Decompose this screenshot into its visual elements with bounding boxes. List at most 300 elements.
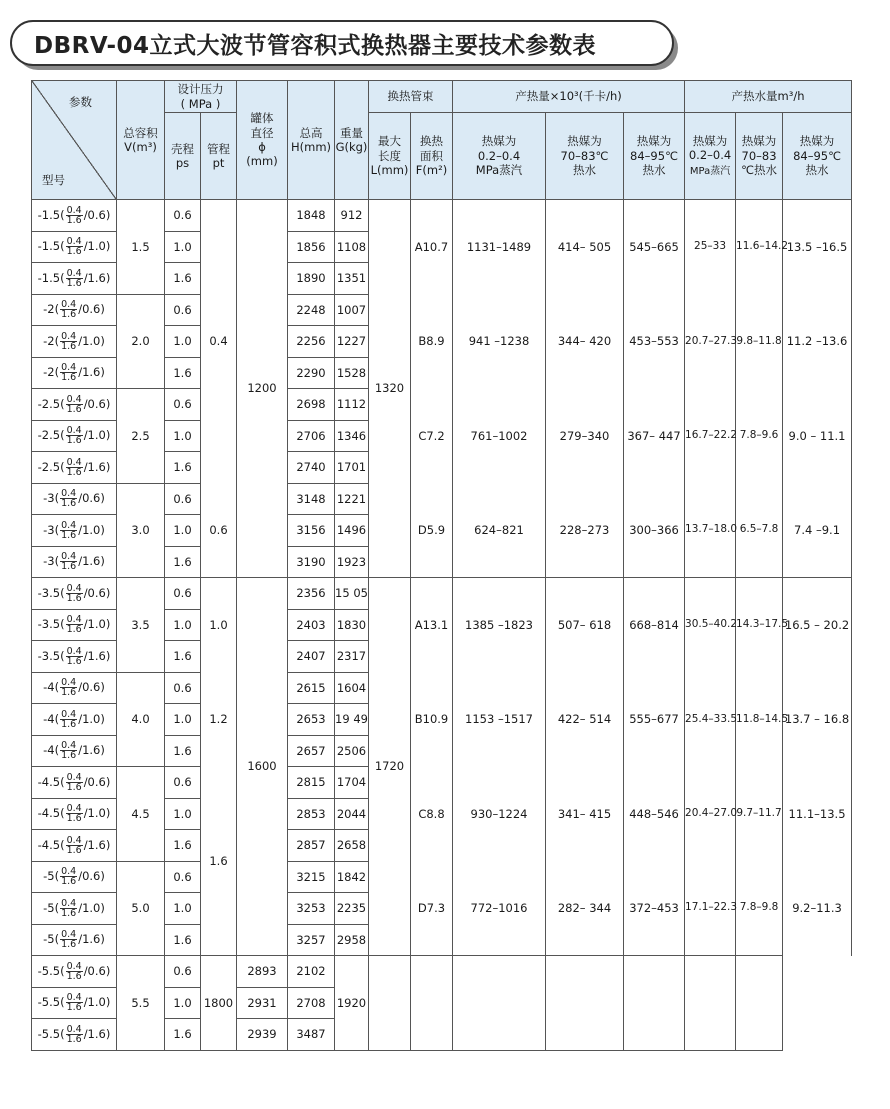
fraction-numerator: 0.4 [61,362,77,374]
heat-84-cell: 367– 447 [624,389,685,484]
model-cell [32,389,117,421]
height-cell: 3215 [288,861,335,893]
corner-header [32,81,117,200]
fraction-denominator: 1.6 [66,624,82,636]
height-cell: 2815 [288,767,335,799]
table-row [32,578,852,610]
model-cell [32,672,117,704]
heat-84-cell: 555–677 [624,672,685,767]
water-84-cell: 16.5 – 20.2 [783,578,852,673]
model-prefix: -5.5( [37,1026,65,1041]
weight-cell: 1108 [335,231,369,263]
water-steam-cell: 25–33 [685,200,736,295]
height-cell: 2893 [237,956,288,988]
area-cell: C7.2 [411,389,453,484]
fraction-numerator: 0.4 [66,834,82,846]
area-cell: B10.9 [411,672,453,767]
model-prefix: -1.5( [37,207,65,222]
volume-label: 总容积 [123,125,158,140]
heat-70-label-1: 热媒为 [567,134,602,149]
weight-cell: 1221 [335,483,369,515]
model-suffix: /1.6) [78,365,105,380]
fraction-denominator: 1.6 [66,403,82,415]
area-cell: C8.8 [411,767,453,862]
height-cell: 2931 [237,987,288,1019]
corner-diagonal [32,81,116,199]
model-cell [32,956,117,988]
heat-84-label-3: 热水 [642,163,666,178]
heat-steam-header [453,113,546,200]
shell-pressure-cell: 1.0 [165,515,201,547]
area-cell: D5.9 [411,483,453,578]
weight-cell: 1842 [335,861,369,893]
model-suffix: /1.6) [83,1026,111,1041]
model-suffix: /1.6) [83,270,111,285]
heat-70-cell: 507– 618 [546,578,624,673]
table-row [32,483,852,515]
fraction-denominator: 1.6 [61,529,77,541]
area-unit: F(m²) [415,163,448,178]
water-70-cell: 9.7–11.7 [736,767,783,862]
fraction-numerator: 0.4 [66,236,82,248]
model-prefix: -3.5( [37,648,65,663]
model-cell [32,798,117,830]
model-fraction [66,773,83,792]
shell-pressure-cell: 1.0 [165,704,201,736]
shell-pressure-cell: 1.0 [165,893,201,925]
model-prefix: -3.5( [37,585,65,600]
shell-pressure-cell: 0.6 [165,578,201,610]
model-fraction [66,237,83,256]
pressure-header [165,81,237,113]
height-cell: 3253 [288,893,335,925]
tube-pressure-cell: 1.2 [201,672,237,767]
fraction-numerator: 0.4 [61,866,77,878]
fraction-denominator: 1.6 [61,498,77,510]
heat-output-header: 产热量×10³(千卡/h) [453,81,685,113]
fraction-numerator: 0.4 [66,393,82,405]
fraction-numerator: 0.4 [66,456,82,468]
model-label: 型号 [42,172,65,187]
height-cell: 2407 [288,641,335,673]
heat-steam-cell: 772–1016 [453,861,546,956]
fraction-denominator: 1.6 [61,372,77,384]
water-steam-cell: 25.4–33.5 [685,672,736,767]
model-prefix: -4.5( [37,806,65,821]
shell-pressure-cell: 0.6 [165,861,201,893]
model-fraction [60,552,77,571]
weight-cell: 2708 [288,987,335,1019]
volume-cell: 4.0 [117,672,165,767]
model-cell [32,578,117,610]
model-fraction [66,962,83,981]
pressure-label: 设计压力 [177,82,224,97]
water-70-cell: 6.5–7.8 [736,483,783,578]
shell-pressure-cell: 0.6 [165,956,201,988]
model-fraction [66,206,83,225]
fraction-denominator: 1.6 [66,246,82,258]
shell-pressure-cell: 0.6 [165,294,201,326]
model-prefix: -3( [43,522,60,537]
water-70-cell: 7.8–9.6 [736,389,783,484]
tube-code: pt [212,156,225,170]
fraction-numerator: 0.4 [61,551,77,563]
model-prefix: -2.5( [37,459,65,474]
tube-pressure-cell: 1.6 [201,767,237,956]
weight-cell: 2658 [335,830,369,862]
fraction-denominator: 1.6 [66,970,82,982]
shell-label: 壳程 [171,141,194,156]
fraction-denominator: 1.6 [66,277,82,289]
height-cell: 2615 [288,672,335,704]
water-steam-label-1: 热媒为 [692,133,728,148]
model-suffix: /1.6) [83,648,111,663]
model-cell [32,1019,117,1051]
model-fraction [66,458,83,477]
shell-pressure-cell: 1.6 [165,263,201,295]
water-steam-cell: 16.7–22.2 [685,389,736,484]
model-fraction [60,741,77,760]
diameter-symbol: ϕ [258,140,266,154]
model-cell [32,735,117,767]
model-cell [32,641,117,673]
model-suffix: /1.0) [83,617,111,632]
height-cell: 2657 [288,735,335,767]
heat-70-cell: 282– 344 [546,861,624,956]
pressure-unit: ( MPa ) [180,96,221,111]
max-length-header [369,113,411,200]
area-label-2: 面积 [420,148,443,163]
weight-cell: 15 05 [335,578,369,610]
area-cell: A10.7 [411,200,453,295]
fraction-numerator: 0.4 [61,519,77,531]
height-cell: 2248 [288,294,335,326]
weight-cell: 1227 [335,326,369,358]
height-cell: 3190 [288,546,335,578]
max-length-unit: L(mm) [370,163,409,178]
water-84-cell: 13.7 – 16.8 [783,672,852,767]
area-cell: D7.3 [411,861,453,956]
model-suffix: /1.6) [78,554,105,569]
fraction-numerator: 0.4 [66,960,82,972]
fraction-numerator: 0.4 [61,330,77,342]
shell-pressure-cell: 1.6 [165,1019,201,1051]
model-suffix: /0.6) [78,869,105,884]
table-row [32,200,852,232]
fraction-denominator: 1.6 [66,466,82,478]
water-70-cell: 11.8–14.5 [736,672,783,767]
fraction-denominator: 1.6 [66,1002,82,1014]
water-steam-header [685,113,736,200]
model-prefix: -5( [43,900,60,915]
shell-pressure-cell: 1.6 [165,735,201,767]
heat-70-cell: 414– 505 [546,200,624,295]
param-label: 参数 [69,95,92,109]
area-cell: B8.9 [411,294,453,389]
shell-pressure-cell: 0.6 [165,200,201,232]
height-cell: 2290 [288,357,335,389]
shell-pressure-cell: 1.6 [165,641,201,673]
water-steam-cell: 13.7–18.0 [685,483,736,578]
water-84-label-3: 热水 [805,163,829,178]
model-suffix: /0.6) [83,585,111,600]
model-prefix: -3.5( [37,617,65,632]
weight-cell: 3487 [288,1019,335,1051]
model-cell [32,263,117,295]
fraction-denominator: 1.6 [61,750,77,762]
water-70-cell: 14.3–17.5 [736,578,783,673]
weight-cell: 1112 [335,389,369,421]
weight-cell: 1830 [335,609,369,641]
diameter-label-1: 罐体 [250,111,274,126]
empty-cell [453,956,546,1051]
max-length-label-2: 长度 [378,148,401,163]
water-70-label-3: ℃热水 [741,163,777,178]
height-cell: 2403 [288,609,335,641]
max-length-cell: 1720 [369,578,411,956]
model-fraction [60,521,77,540]
height-cell: 2653 [288,704,335,736]
model-fraction [66,395,83,414]
heat-steam-cell: 624–821 [453,483,546,578]
model-fraction [60,332,77,351]
model-prefix: -2( [43,333,60,348]
table-row [32,389,852,421]
shell-pressure-cell: 1.0 [165,326,201,358]
weight-cell: 2235 [335,893,369,925]
fraction-numerator: 0.4 [66,614,82,626]
height-cell: 2939 [237,1019,288,1051]
model-fraction [66,269,83,288]
fraction-numerator: 0.4 [66,582,82,594]
table-row [32,767,852,799]
height-cell: 2698 [288,389,335,421]
model-fraction [66,426,83,445]
height-cell: 3156 [288,515,335,547]
heat-70-cell: 279–340 [546,389,624,484]
fraction-numerator: 0.4 [66,425,82,437]
height-header [288,81,335,200]
model-fraction [60,363,77,382]
heat-steam-cell: 941 –1238 [453,294,546,389]
weight-cell: 1528 [335,357,369,389]
weight-cell: 1701 [335,452,369,484]
empty-cell [369,956,411,1051]
shell-pressure-cell: 1.0 [165,609,201,641]
page-title: DBRV-04立式大波节管容积式换热器主要技术参数表 [10,20,674,66]
fraction-denominator: 1.6 [66,214,82,226]
model-fraction [60,710,77,729]
heat-steam-cell: 1153 –1517 [453,672,546,767]
water-84-label-2: 84–95℃ [793,148,841,163]
model-prefix: -2( [43,365,60,380]
fraction-numerator: 0.4 [66,645,82,657]
height-unit: H(mm) [290,140,332,154]
model-cell [32,357,117,389]
tube-label: 管程 [207,141,230,156]
volume-cell: 1.5 [117,200,165,295]
model-prefix: -4( [43,711,60,726]
fraction-denominator: 1.6 [61,309,77,321]
model-fraction [66,993,83,1012]
fraction-denominator: 1.6 [61,907,77,919]
diameter-cell: 1600 [237,578,288,956]
fraction-numerator: 0.4 [66,992,82,1004]
height-cell: 1890 [288,263,335,295]
model-fraction [66,584,83,603]
shell-pressure-cell: 0.6 [165,767,201,799]
model-prefix: -4( [43,680,60,695]
area-header [411,113,453,200]
heat-steam-cell: 930–1224 [453,767,546,862]
weight-cell: 2102 [288,956,335,988]
fraction-denominator: 1.6 [66,592,82,604]
model-prefix: -4.5( [37,774,65,789]
shell-pressure-cell: 1.6 [165,546,201,578]
volume-cell: 4.5 [117,767,165,862]
heat-steam-cell: 1131–1489 [453,200,546,295]
water-84-label-1: 热媒为 [799,134,835,149]
heat-70-label-2: 70–83℃ [560,148,609,163]
volume-cell: 3.5 [117,578,165,673]
heat-70-cell: 228–273 [546,483,624,578]
empty-cell [736,956,783,1051]
diameter-cell: 1200 [237,200,288,578]
model-suffix: /1.6) [78,743,105,758]
model-cell [32,609,117,641]
fraction-denominator: 1.6 [61,340,77,352]
fraction-denominator: 1.6 [61,718,77,730]
model-cell [32,767,117,799]
diameter-cell: 1800 [201,956,237,1051]
water-70-label-2: 70–83 [741,148,777,163]
weight-cell: 2044 [335,798,369,830]
weight-cell: 1007 [335,294,369,326]
heat-84-cell: 448–546 [624,767,685,862]
heat-84-header [624,113,685,200]
bundle-header: 换热管束 [369,81,453,113]
shell-pressure-cell: 1.6 [165,357,201,389]
fraction-denominator: 1.6 [61,876,77,888]
fraction-denominator: 1.6 [61,939,77,951]
model-cell [32,704,117,736]
fraction-numerator: 0.4 [61,677,77,689]
fraction-denominator: 1.6 [66,844,82,856]
heat-84-cell: 545–665 [624,200,685,295]
fraction-denominator: 1.6 [61,561,77,573]
shell-pressure-cell: 0.6 [165,672,201,704]
weight-cell: 912 [335,200,369,232]
table-row [32,956,852,988]
weight-cell: 1346 [335,420,369,452]
shell-pressure-cell: 1.0 [165,420,201,452]
model-cell [32,987,117,1019]
fraction-numerator: 0.4 [61,708,77,720]
heat-84-label-1: 热媒为 [636,134,672,149]
fraction-numerator: 0.4 [66,771,82,783]
fraction-denominator: 1.6 [66,655,82,667]
fraction-denominator: 1.6 [61,687,77,699]
model-prefix: -2.5( [37,396,65,411]
volume-cell: 5.5 [117,956,165,1051]
fraction-numerator: 0.4 [61,897,77,909]
shell-pressure-cell: 1.6 [165,452,201,484]
shell-pressure-cell: 1.6 [165,924,201,956]
height-cell: 3148 [288,483,335,515]
weight-cell: 19 49 [335,704,369,736]
max-length-label-1: 最大 [378,134,401,149]
heat-84-label-2: 84–95℃ [630,148,678,163]
water-steam-cell: 17.1–22.3 [685,861,736,956]
height-cell: 2356 [288,578,335,610]
model-prefix: -2( [43,302,60,317]
tube-pressure-cell: 0.6 [201,483,237,578]
model-fraction [66,836,83,855]
model-cell [32,200,117,232]
model-prefix: -5.5( [37,995,65,1010]
height-cell: 2740 [288,452,335,484]
model-prefix: -1.5( [37,239,65,254]
fraction-denominator: 1.6 [66,781,82,793]
model-suffix: /0.6) [83,207,111,222]
model-prefix: -3( [43,554,60,569]
fraction-numerator: 0.4 [61,488,77,500]
empty-cell [685,956,736,1051]
weight-cell: 1496 [335,515,369,547]
weight-cell: 2506 [335,735,369,767]
heat-84-cell: 372–453 [624,861,685,956]
water-70-cell: 11.6–14.2 [736,200,783,295]
table-row [32,294,852,326]
empty-cell [411,956,453,1051]
model-suffix: /1.0) [78,522,105,537]
weight-cell: 2317 [335,641,369,673]
heat-steam-cell: 1385 –1823 [453,578,546,673]
model-cell [32,515,117,547]
water-70-label-1: 热媒为 [741,134,777,149]
model-cell [32,231,117,263]
area-cell: A13.1 [411,578,453,673]
heat-steam-label-3: MPa蒸汽 [475,163,523,178]
model-suffix: /1.0) [78,900,105,915]
volume-cell: 2.5 [117,389,165,484]
model-cell [32,452,117,484]
shell-code: ps [175,156,190,170]
diameter-label-2: 直径 [250,125,274,140]
shell-pressure-cell: 1.6 [165,830,201,862]
height-cell: 1848 [288,200,335,232]
empty-cell [624,956,685,1051]
model-suffix: /1.0) [83,239,111,254]
model-suffix: /1.6) [83,837,111,852]
heat-steam-cell: 761–1002 [453,389,546,484]
fraction-numerator: 0.4 [61,740,77,752]
heat-steam-label-2: 0.2–0.4 [477,148,521,163]
model-suffix: /0.6) [83,396,111,411]
table-row [32,861,852,893]
model-fraction [66,1025,83,1044]
model-cell [32,546,117,578]
model-prefix: -3( [43,491,60,506]
model-prefix: -1.5( [37,270,65,285]
fraction-numerator: 0.4 [66,1023,82,1035]
model-suffix: /1.0) [78,333,105,348]
spec-table-body [32,200,852,1051]
model-suffix: /1.0) [78,711,105,726]
shell-pressure-cell: 1.0 [165,987,201,1019]
model-fraction [66,647,83,666]
table-row [32,672,852,704]
